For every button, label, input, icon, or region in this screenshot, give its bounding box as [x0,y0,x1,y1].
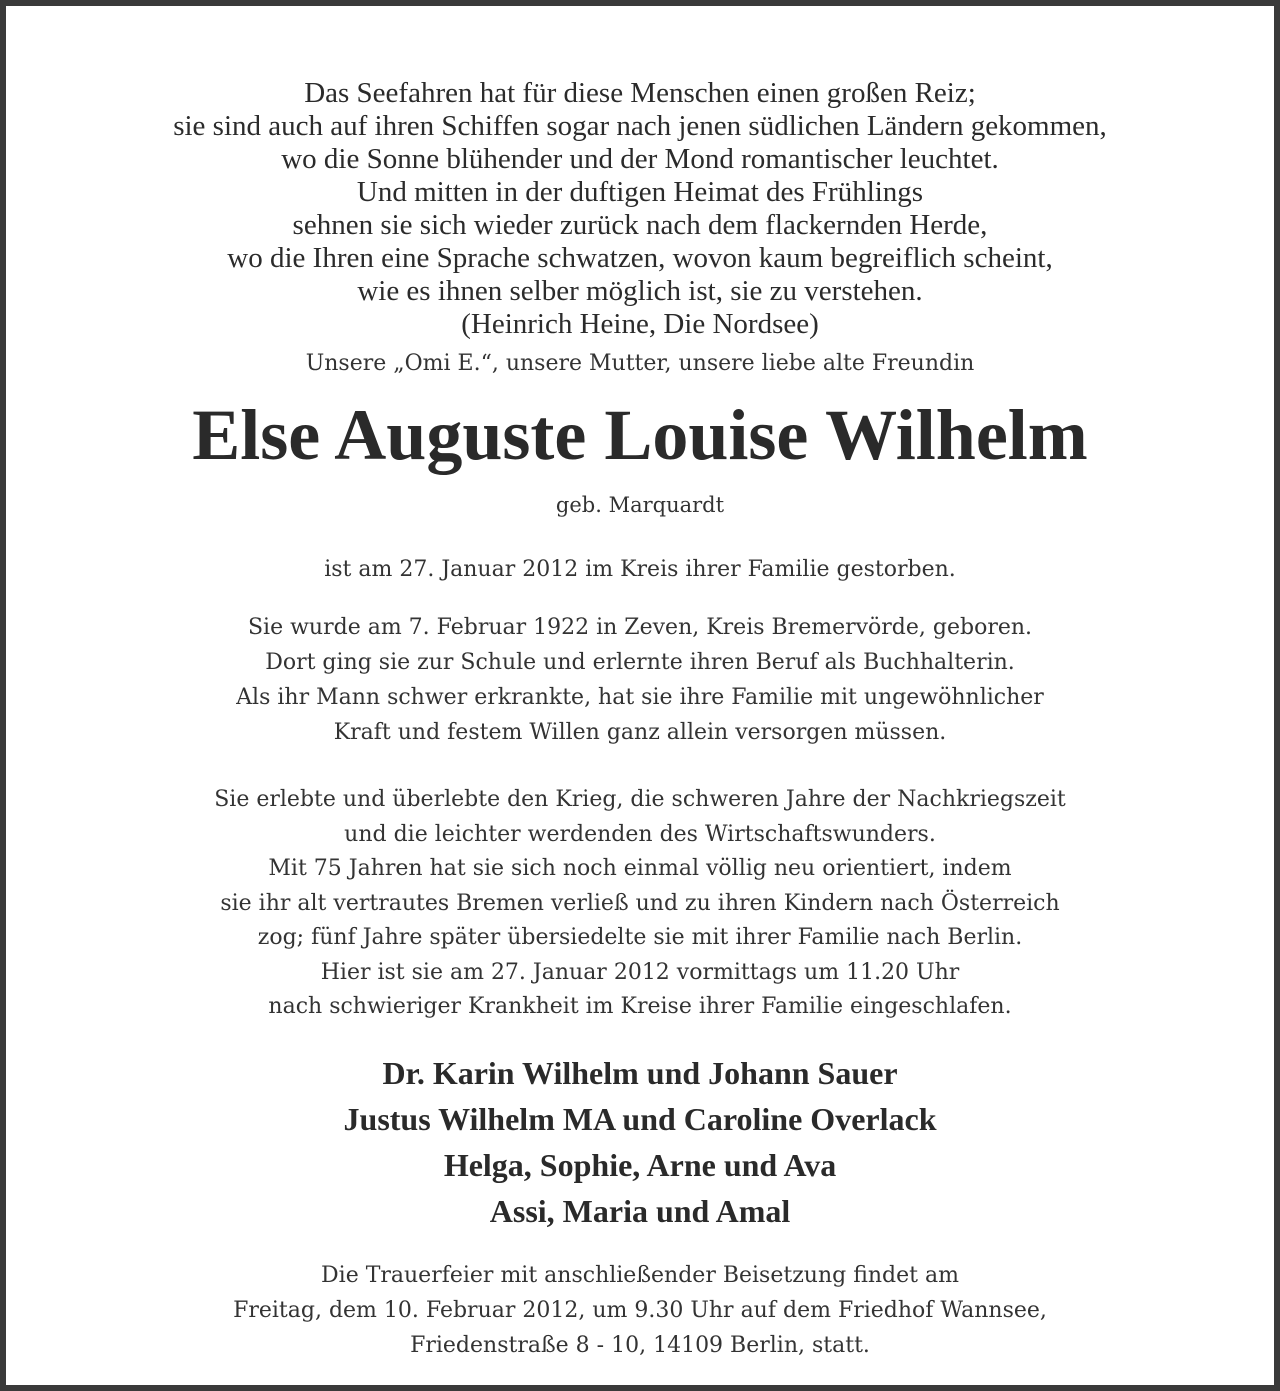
biography-paragraph-2 [12,783,1268,1025]
funeral-info [12,1258,1268,1363]
bio-line: zog; fünf Jahre später übersiedelte sie mit ihrer Familie nach Berlin. [257,925,1023,950]
funeral-line: Friedenstraße 8 - 10, 14109 Berlin, statt. [410,1333,870,1358]
poem-line: sie sind auch auf ihren Schiffen sogar nach jenen südlichen Ländern gekommen, [173,110,1107,142]
mourner-name: Assi, Maria und Amal [489,1193,791,1229]
bio-line: Dort ging sie zur Schule und erlernte ihren Beruf als Buchhalterin. [265,650,1015,675]
intro-text: Unsere „Omi E.“, unsere Mutter, unsere liebe alte Freundin [305,351,975,376]
biography-paragraph-1 [12,610,1268,750]
bio-line: Als ihr Mann schwer erkrankte, hat sie ihre Familie mit ungewöhnlicher [236,685,1044,710]
obituary-notice [12,12,1268,1379]
poem-line: wo die Sonne blühender und der Mond romantischer leuchtet. [281,143,999,175]
poem-line: wo die Ihren eine Sprache schwatzen, wovon kaum begreiflich scheint, [227,242,1053,274]
mourner-name: Helga, Sophie, Arne und Ava [443,1147,837,1183]
poem-source: (Heinrich Heine, Die Nordsee) [461,308,819,340]
bio-line: Mit 75 Jahren hat sie sich noch einmal völlig neu orientiert, indem [268,856,1012,881]
bio-line: Sie wurde am 7. Februar 1922 in Zeven, Kreis Bremervörde, geboren. [247,615,1033,640]
birth-name [12,490,1268,520]
mourners-list [12,1050,1268,1234]
bio-line: Hier ist sie am 27. Januar 2012 vormittags um 11.20 Uhr [320,959,960,985]
deceased-name-text: Else Auguste Louise Wilhelm [192,395,1088,475]
birth-name-text: geb. Marquardt [555,493,725,517]
funeral-line: Freitag, dem 10. Februar 2012, um 9.30 Uhr auf dem Friedhof Wannsee, [233,1298,1047,1323]
bio-line: Kraft und festem Willen ganz allein versorgen müssen. [333,720,947,745]
bio-line: Sie erlebte und überlebte den Krieg, die schweren Jahre der Nachkriegszeit [214,787,1066,812]
mourner-name: Dr. Karin Wilhelm und Johann Sauer [382,1055,898,1091]
death-notice-text: ist am 27. Januar 2012 im Kreis ihrer Familie gestorben. [324,557,956,582]
poem-line: sehnen sie sich wieder zurück nach dem flackernden Herde, [292,209,988,241]
bio-line: sie ihr alt vertrautes Bremen verließ und zu ihren Kindern nach Österreich [220,890,1060,916]
deceased-name [12,390,1268,480]
bio-line: und die leichter werdenden des Wirtschaftswunders. [344,821,936,847]
funeral-line: Die Trauerfeier mit anschließender Beisetzung findet am [321,1263,959,1288]
poem-line: Das Seefahren hat für diese Menschen einen großen Reiz; [304,77,976,109]
poem-line: Und mitten in der duftigen Heimat des Frühlings [356,176,924,208]
death-notice [12,555,1268,585]
poem-quote [12,77,1268,341]
mourner-name: Justus Wilhelm MA und Caroline Overlack [343,1101,937,1137]
bio-line: nach schwieriger Krankheit im Kreise ihrer Familie eingeschlafen. [268,994,1012,1019]
intro-line [12,349,1268,379]
poem-line: wie es ihnen selber möglich ist, sie zu verstehen. [357,275,923,307]
